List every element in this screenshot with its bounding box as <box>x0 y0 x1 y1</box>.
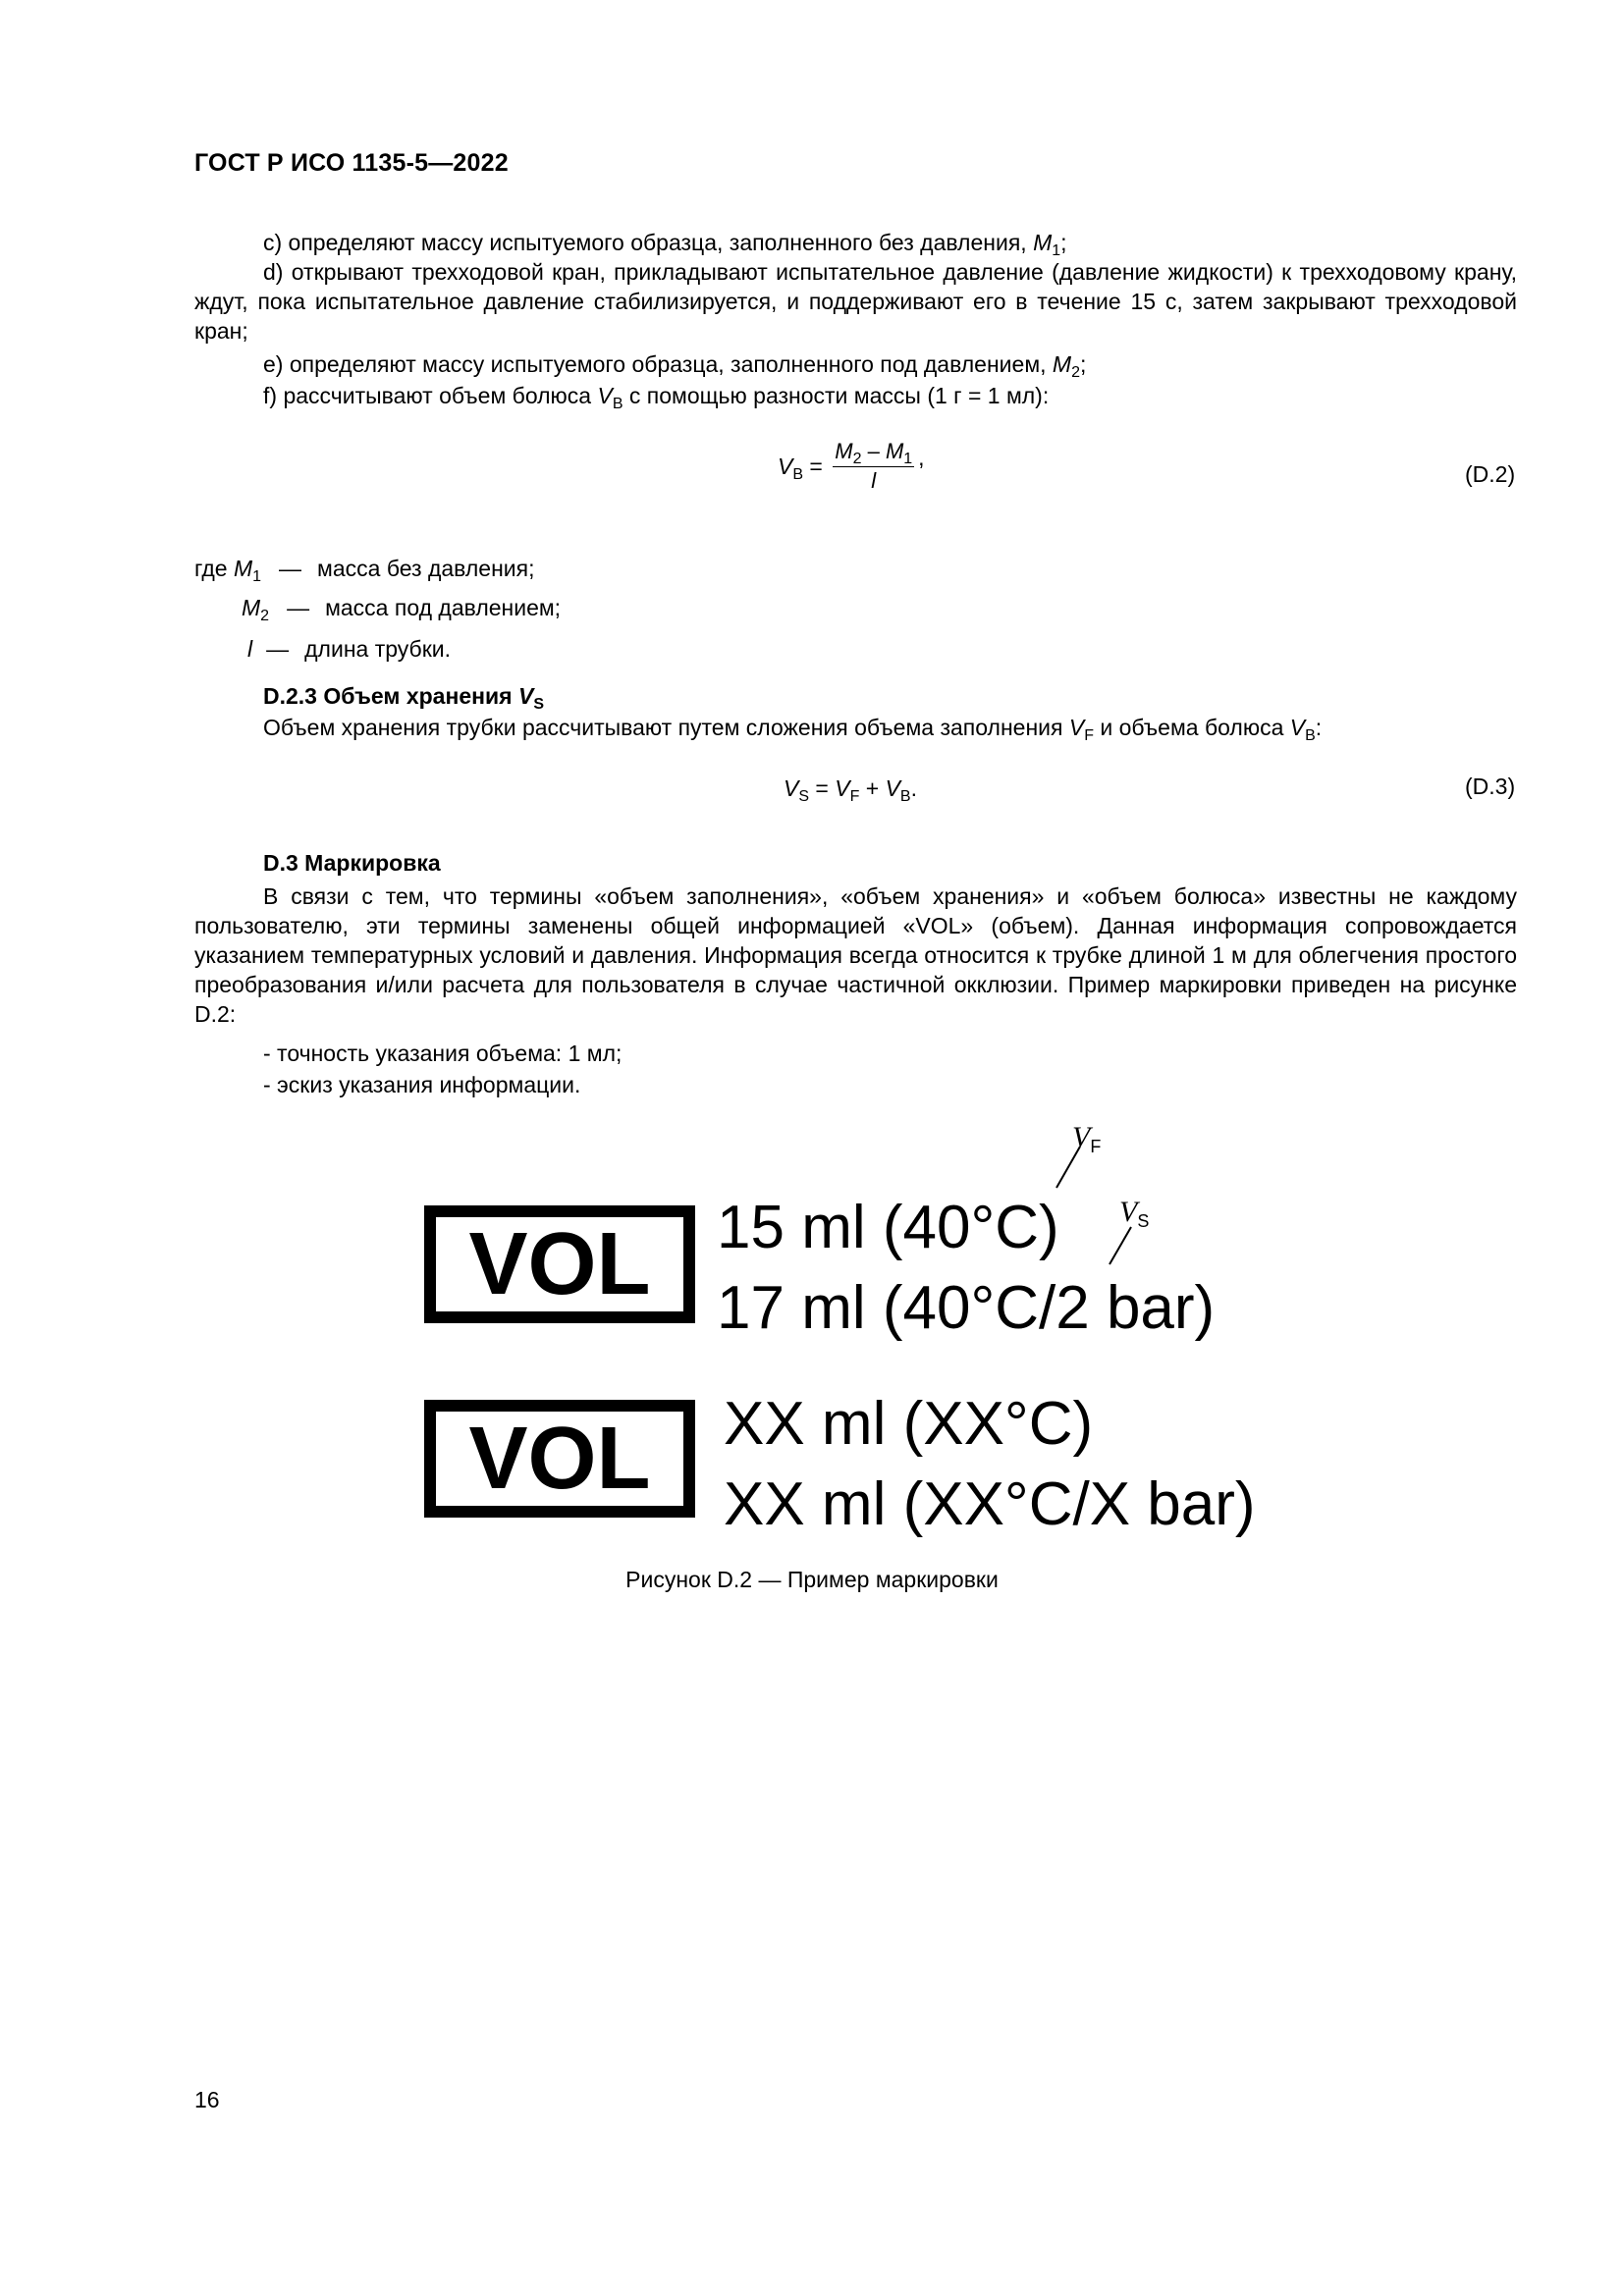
where-sub-1: 1 <box>252 568 262 585</box>
eq-d2-num-b-sub: 1 <box>903 451 913 467</box>
eq-d2-den: l <box>871 468 877 493</box>
where-var-3: l <box>247 636 253 662</box>
where-dash-1: — <box>279 556 302 581</box>
eq-d2-lhs-sub: B <box>792 466 804 483</box>
bullet-1: - точность указания объема: 1 мл; <box>263 1041 623 1066</box>
step-c <box>263 228 1067 257</box>
where-sub-2: 2 <box>260 608 270 624</box>
section-d23-heading-var: V <box>517 683 534 709</box>
where-var-1: M <box>233 556 253 581</box>
section-d23-sub2: B <box>1305 727 1316 744</box>
eq-d2-num-a: M <box>835 439 853 463</box>
section-d3-heading: D.3 Маркировка <box>263 850 441 876</box>
vol-box-2: VOL <box>424 1400 695 1518</box>
eq-d2-lhs-var: V <box>778 454 793 479</box>
step-f-pre: f) рассчитывают объем болюса <box>263 383 598 408</box>
section-d23-var1: V <box>1068 715 1085 740</box>
where-var-2: M <box>242 595 261 620</box>
eq-d2-equals: = <box>803 454 830 479</box>
where-item-1 <box>194 554 534 583</box>
eq-d3-plus: + <box>859 775 886 801</box>
where-text-3: длина трубки. <box>304 636 451 662</box>
figure-caption: Рисунок D.2 — Пример маркировки <box>625 1567 999 1592</box>
step-e-end: ; <box>1080 351 1087 377</box>
eq-d2-num-a-sub: 2 <box>852 451 862 467</box>
eq-d3-a-sub: S <box>798 788 810 805</box>
where-dash-3: — <box>266 636 290 662</box>
section-d23-sub1: F <box>1084 727 1094 744</box>
eq-d3-c: V <box>885 775 900 801</box>
step-f <box>263 381 1049 410</box>
eq-d2-numerator <box>833 440 914 467</box>
step-c-sub: 1 <box>1052 242 1061 259</box>
bullet-2: - эскиз указания информации. <box>263 1072 581 1097</box>
eq-d2-num-b: M <box>885 439 904 463</box>
where-text-1: масса без давления; <box>317 556 535 581</box>
step-d: d) открывают трехходовой кран, прикладывают испытательное давление (давление жидкости) к трехходовому крану, ждут, пока испытательное давление стабилизируется, и поддерживают его в течение 15 с, затем закрывают трехходовой кран; <box>194 259 1517 344</box>
annotation-vf-sub: F <box>1090 1137 1102 1156</box>
section-d23-heading <box>263 681 544 711</box>
step-c-text: c) определяют массу испытуемого образца, заполненного без давления, <box>263 230 1034 255</box>
step-c-end: ; <box>1060 230 1067 255</box>
section-d23-text <box>263 713 1322 742</box>
step-e-text: e) определяют массу испытуемого образца, заполненного под давлением, <box>263 351 1053 377</box>
eq-d3-equals: = <box>809 775 836 801</box>
section-d23-heading-text: D.2.3 Объем хранения <box>263 683 518 709</box>
annotation-vs-var: V <box>1119 1196 1138 1228</box>
equation-d3 <box>784 774 917 803</box>
eq-d2-minus: – <box>861 439 886 463</box>
section-d23-text-pre: Объем хранения трубки рассчитывают путем сложения объема заполнения <box>263 715 1069 740</box>
leader-line-vf <box>1056 1147 1080 1188</box>
section-d23-heading-sub: S <box>533 696 544 713</box>
annotation-vf-var: V <box>1072 1121 1091 1153</box>
label1-line2: 17 ml (40°C/2 bar) <box>717 1274 1216 1342</box>
page-number: 16 <box>194 2087 220 2112</box>
step-c-var: M <box>1033 230 1053 255</box>
where-item-3 <box>247 634 451 664</box>
leader-line-vs <box>1110 1227 1131 1264</box>
document-header: ГОСТ Р ИСО 1135-5—2022 <box>194 149 509 177</box>
annotation-leader-lines <box>1041 1139 1178 1276</box>
section-d23-text-mid: и объема болюса <box>1093 715 1290 740</box>
equation-number-d2: (D.2) <box>1465 461 1516 487</box>
eq-d2-comma: , <box>918 445 925 470</box>
label2-line1: XX ml (XX°C) <box>724 1390 1094 1458</box>
eq-d3-c-sub: B <box>899 788 911 805</box>
vol-box-1: VOL <box>424 1205 695 1323</box>
equation-number-d3: (D.3) <box>1465 774 1516 799</box>
label1-line1: 15 ml (40°C) <box>717 1194 1059 1261</box>
step-f-var: V <box>597 383 613 408</box>
section-d3-paragraph: В связи с тем, что термины «объем заполнения», «объем хранения» и «объем болюса» известны не каждому пользователю, эти термины заменены общей информацией «VOL» (объем). Данная информация сопровождается указанием температурных условий и давления. Информация всегда относится к трубке длиной 1 м для облегчения простого преобразования и/или расчета для пользователя в случае частичной окклюзии. Пример маркировки приведен на рисунке D.2: <box>194 883 1517 1027</box>
where-prefix: где <box>194 556 234 581</box>
equation-d2 <box>778 440 925 493</box>
step-f-post: с помощью разности массы (1 г = 1 мл): <box>623 383 1050 408</box>
where-item-2 <box>242 593 561 622</box>
eq-d3-end: . <box>910 775 917 801</box>
eq-d3-b-sub: F <box>849 788 860 805</box>
eq-d2-fraction <box>833 440 914 493</box>
step-e-var: M <box>1052 351 1072 377</box>
where-text-2: масса под давлением; <box>325 595 562 620</box>
step-f-sub: B <box>612 396 623 412</box>
eq-d3-b: V <box>835 775 850 801</box>
eq-d2-denominator <box>871 467 876 493</box>
where-dash-2: — <box>287 595 310 620</box>
step-e-sub: 2 <box>1071 364 1080 381</box>
section-d23-text-end: : <box>1315 715 1323 740</box>
step-e <box>263 349 1086 379</box>
section-d23-var2: V <box>1289 715 1306 740</box>
annotation-vs-sub: S <box>1137 1211 1150 1231</box>
label2-line2: XX ml (XX°C/X bar) <box>724 1470 1256 1538</box>
eq-d3-a: V <box>784 775 799 801</box>
